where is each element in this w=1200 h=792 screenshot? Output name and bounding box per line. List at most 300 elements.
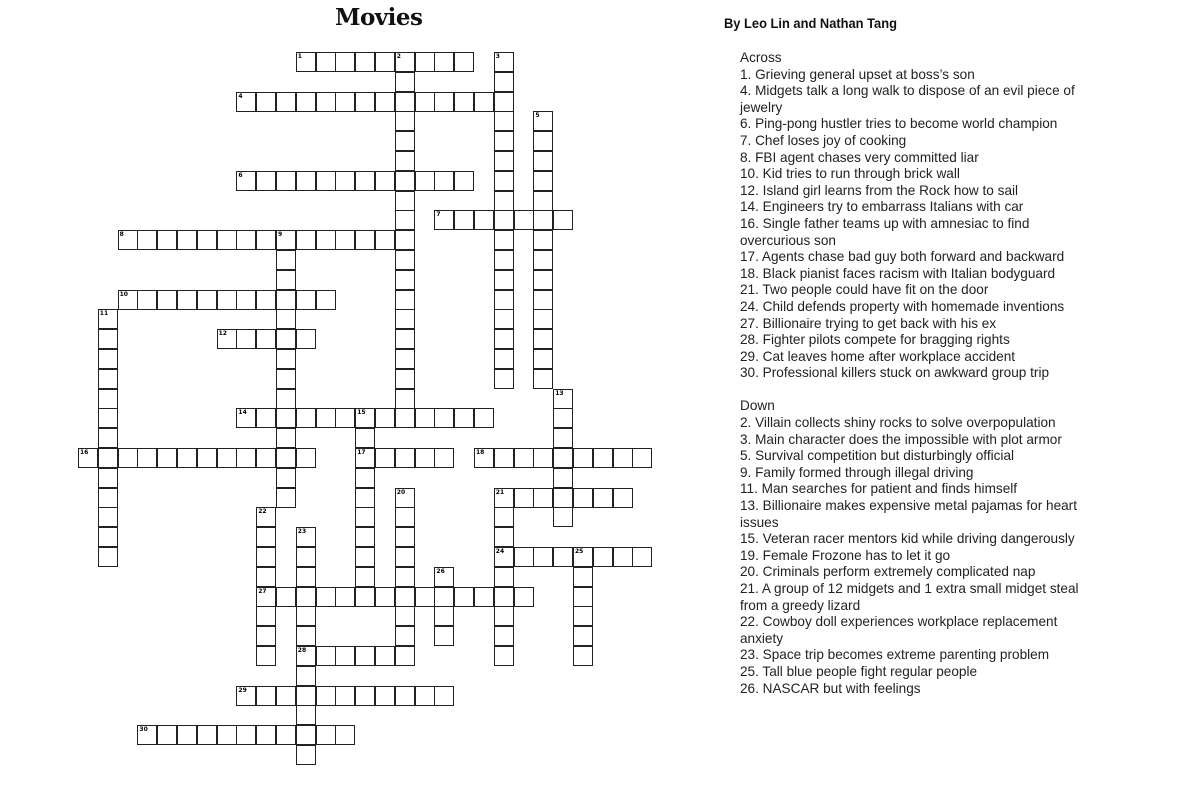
grid-cell[interactable]	[236, 408, 256, 428]
grid-cell[interactable]	[355, 547, 375, 567]
grid-cell[interactable]	[256, 329, 276, 349]
grid-cell[interactable]	[395, 111, 415, 131]
grid-cell[interactable]	[454, 408, 474, 428]
down-clue: 25. Tall blue people fight regular people	[740, 663, 978, 679]
grid-cell[interactable]	[533, 369, 553, 389]
grid-cell[interactable]	[494, 606, 514, 626]
grid-cell[interactable]	[434, 567, 454, 587]
grid-cell[interactable]	[454, 171, 474, 191]
cell-number: 5	[535, 112, 540, 120]
grid-cell[interactable]	[553, 428, 573, 448]
across-clue: 18. Black pianist faces racism with Italian bodyguard	[740, 265, 1056, 281]
grid-cell[interactable]	[296, 725, 316, 745]
grid-cell[interactable]	[395, 230, 415, 250]
grid-cell[interactable]	[256, 448, 276, 468]
grid-cell[interactable]	[375, 448, 395, 468]
grid-cell[interactable]	[553, 488, 573, 508]
grid-cell[interactable]	[533, 309, 553, 329]
grid-cell[interactable]	[494, 230, 514, 250]
grid-cell[interactable]	[236, 725, 256, 745]
grid-cell[interactable]	[296, 448, 316, 468]
cell-number: 13	[555, 389, 564, 397]
grid-cell[interactable]	[494, 646, 514, 666]
grid-cell[interactable]	[573, 626, 593, 646]
grid-cell[interactable]	[296, 230, 316, 250]
grid-cell[interactable]	[98, 349, 118, 369]
grid-cell[interactable]	[533, 151, 553, 171]
grid-cell[interactable]	[375, 92, 395, 112]
grid-cell[interactable]	[415, 408, 435, 428]
grid-cell[interactable]	[296, 171, 316, 191]
grid-cell[interactable]	[474, 587, 494, 607]
grid-cell[interactable]	[236, 448, 256, 468]
grid-cell[interactable]	[415, 171, 435, 191]
grid-cell[interactable]	[236, 686, 256, 706]
grid-cell[interactable]	[573, 567, 593, 587]
grid-cell[interactable]	[296, 745, 316, 765]
grid-cell[interactable]	[276, 725, 296, 745]
grid-cell[interactable]	[375, 171, 395, 191]
grid-cell[interactable]	[533, 131, 553, 151]
grid-cell[interactable]	[494, 567, 514, 587]
grid-cell[interactable]	[335, 646, 355, 666]
grid-cell[interactable]	[98, 369, 118, 389]
grid-cell[interactable]	[494, 52, 514, 72]
grid-cell[interactable]	[395, 646, 415, 666]
grid-cell[interactable]	[296, 567, 316, 587]
grid-cell[interactable]	[533, 290, 553, 310]
grid-cell[interactable]	[395, 151, 415, 171]
grid-cell[interactable]	[276, 448, 296, 468]
grid-cell[interactable]	[434, 587, 454, 607]
grid-cell[interactable]	[296, 705, 316, 725]
grid-cell[interactable]	[197, 725, 217, 745]
grid-cell[interactable]	[335, 725, 355, 745]
grid-cell[interactable]	[415, 686, 435, 706]
grid-cell[interactable]	[553, 389, 573, 409]
grid-cell[interactable]	[533, 448, 553, 468]
grid-cell[interactable]	[533, 329, 553, 349]
grid-cell[interactable]	[395, 507, 415, 527]
grid-cell[interactable]	[355, 507, 375, 527]
grid-cell[interactable]	[256, 92, 276, 112]
grid-cell[interactable]	[355, 92, 375, 112]
grid-cell[interactable]	[276, 587, 296, 607]
cell-number: 26	[436, 567, 445, 575]
grid-cell[interactable]	[276, 270, 296, 290]
grid-cell[interactable]	[434, 92, 454, 112]
grid-cell[interactable]	[494, 270, 514, 290]
grid-cell[interactable]	[573, 587, 593, 607]
grid-cell[interactable]	[494, 309, 514, 329]
grid-cell[interactable]	[514, 210, 534, 230]
grid-cell[interactable]	[593, 547, 613, 567]
grid-cell[interactable]	[256, 290, 276, 310]
grid-cell[interactable]	[573, 448, 593, 468]
down-clue: 2. Villain collects shiny rocks to solve overpopulation	[740, 415, 1056, 431]
grid-cell[interactable]	[316, 408, 336, 428]
grid-cell[interactable]	[355, 171, 375, 191]
grid-cell[interactable]	[434, 448, 454, 468]
grid-cell[interactable]	[276, 171, 296, 191]
grid-cell[interactable]	[296, 606, 316, 626]
grid-cell[interactable]	[533, 171, 553, 191]
grid-cell[interactable]	[316, 646, 336, 666]
grid-cell[interactable]	[98, 488, 118, 508]
grid-cell[interactable]	[395, 72, 415, 92]
grid-cell[interactable]	[296, 527, 316, 547]
grid-cell[interactable]	[533, 270, 553, 290]
grid-cell[interactable]	[98, 527, 118, 547]
grid-cell[interactable]	[514, 488, 534, 508]
grid-cell[interactable]	[256, 646, 276, 666]
grid-cell[interactable]	[276, 369, 296, 389]
grid-cell[interactable]	[494, 507, 514, 527]
grid-cell[interactable]	[355, 488, 375, 508]
grid-cell[interactable]	[177, 230, 197, 250]
grid-cell[interactable]	[118, 448, 138, 468]
grid-cell[interactable]	[514, 547, 534, 567]
across-clue: 8. FBI agent chases very committed liar	[740, 149, 979, 165]
grid-cell[interactable]	[395, 191, 415, 211]
cell-number: 24	[495, 548, 505, 555]
grid-cell[interactable]	[316, 686, 336, 706]
grid-cell[interactable]	[395, 270, 415, 290]
grid-cell[interactable]	[335, 92, 355, 112]
grid-cell[interactable]	[434, 606, 454, 626]
grid-cell[interactable]	[316, 171, 336, 191]
grid-cell[interactable]	[454, 52, 474, 72]
grid-cell[interactable]	[98, 329, 118, 349]
grid-cell[interactable]	[613, 547, 633, 567]
cell-number: 1	[297, 53, 302, 60]
grid-cell[interactable]	[533, 547, 553, 567]
grid-cell[interactable]	[494, 527, 514, 547]
grid-cell[interactable]	[533, 488, 553, 508]
grid-cell[interactable]	[613, 448, 633, 468]
cell-number: 3	[495, 53, 500, 60]
grid-cell[interactable]	[474, 210, 494, 230]
grid-cell[interactable]	[375, 230, 395, 250]
grid-cell[interactable]	[395, 626, 415, 646]
grid-cell[interactable]	[514, 587, 534, 607]
grid-cell[interactable]	[415, 448, 435, 468]
grid-cell[interactable]	[395, 389, 415, 409]
grid-cell[interactable]	[236, 92, 256, 112]
grid-cell[interactable]	[613, 488, 633, 508]
grid-cell[interactable]	[316, 92, 336, 112]
grid-cell[interactable]	[137, 725, 157, 745]
grid-cell[interactable]	[355, 686, 375, 706]
grid-cell[interactable]	[434, 210, 454, 230]
grid-cell[interactable]	[395, 171, 415, 191]
grid-cell[interactable]	[395, 131, 415, 151]
grid-cell[interactable]	[118, 290, 138, 310]
grid-cell[interactable]	[98, 448, 118, 468]
grid-cell[interactable]	[256, 725, 276, 745]
grid-cell[interactable]	[434, 626, 454, 646]
grid-cell[interactable]	[395, 606, 415, 626]
grid-cell[interactable]	[236, 329, 256, 349]
grid-cell[interactable]	[533, 250, 553, 270]
grid-cell[interactable]	[553, 448, 573, 468]
grid-cell[interactable]	[296, 92, 316, 112]
down-clue: 26. NASCAR but with feelings	[740, 680, 921, 696]
grid-cell[interactable]	[276, 349, 296, 369]
grid-cell[interactable]	[533, 191, 553, 211]
grid-cell[interactable]	[355, 646, 375, 666]
grid-cell[interactable]	[98, 309, 118, 329]
grid-cell[interactable]	[573, 606, 593, 626]
grid-cell[interactable]	[395, 547, 415, 567]
grid-cell[interactable]	[395, 567, 415, 587]
grid-cell[interactable]	[256, 587, 276, 607]
across-clue: 21. Two people could have fit on the door	[740, 282, 989, 298]
grid-cell[interactable]	[256, 230, 276, 250]
grid-cell[interactable]	[395, 448, 415, 468]
down-clue: 23. Space trip becomes extreme parenting problem	[740, 647, 1050, 663]
grid-cell[interactable]	[217, 329, 237, 349]
grid-cell[interactable]	[276, 250, 296, 270]
grid-cell[interactable]	[276, 488, 296, 508]
grid-cell[interactable]	[276, 389, 296, 409]
grid-cell[interactable]	[98, 507, 118, 527]
grid-cell[interactable]	[217, 448, 237, 468]
grid-cell[interactable]	[494, 131, 514, 151]
down-clue: 21. A group of 12 midgets and 1 extra small midget steal from a greedy lizard	[740, 581, 1079, 613]
grid-cell[interactable]	[256, 527, 276, 547]
grid-cell[interactable]	[533, 349, 553, 369]
grid-cell[interactable]	[296, 408, 316, 428]
grid-cell[interactable]	[296, 290, 316, 310]
grid-cell[interactable]	[256, 408, 276, 428]
grid-cell[interactable]	[276, 686, 296, 706]
grid-cell[interactable]	[395, 408, 415, 428]
grid-cell[interactable]	[514, 448, 534, 468]
grid-cell[interactable]	[236, 171, 256, 191]
across-clue-list	[740, 67, 1085, 382]
grid-cell[interactable]	[494, 151, 514, 171]
grid-cell[interactable]	[395, 369, 415, 389]
grid-cell[interactable]	[395, 329, 415, 349]
clues-panel	[740, 50, 1085, 697]
grid-cell[interactable]	[494, 290, 514, 310]
grid-cell[interactable]	[355, 428, 375, 448]
grid-cell[interactable]	[335, 171, 355, 191]
grid-cell[interactable]	[177, 290, 197, 310]
grid-cell[interactable]	[256, 606, 276, 626]
grid-cell[interactable]	[256, 507, 276, 527]
grid-cell[interactable]	[395, 527, 415, 547]
grid-cell[interactable]	[494, 626, 514, 646]
grid-cell[interactable]	[296, 686, 316, 706]
grid-cell[interactable]	[395, 686, 415, 706]
grid-cell[interactable]	[276, 230, 296, 250]
grid-cell[interactable]	[395, 250, 415, 270]
grid-cell[interactable]	[256, 547, 276, 567]
grid-cell[interactable]	[415, 52, 435, 72]
grid-cell[interactable]	[553, 507, 573, 527]
grid-cell[interactable]	[533, 111, 553, 131]
grid-cell[interactable]	[197, 290, 217, 310]
grid-cell[interactable]	[335, 408, 355, 428]
grid-cell[interactable]	[276, 329, 296, 349]
grid-cell[interactable]	[494, 369, 514, 389]
grid-cell[interactable]	[355, 587, 375, 607]
grid-cell[interactable]	[276, 290, 296, 310]
grid-cell[interactable]	[632, 547, 652, 567]
grid-cell[interactable]	[256, 567, 276, 587]
grid-cell[interactable]	[335, 587, 355, 607]
grid-cell[interactable]	[177, 725, 197, 745]
grid-cell[interactable]	[217, 725, 237, 745]
grid-cell[interactable]	[355, 527, 375, 547]
grid-cell[interactable]	[553, 408, 573, 428]
grid-cell[interactable]	[355, 567, 375, 587]
grid-cell[interactable]	[197, 230, 217, 250]
grid-cell[interactable]	[494, 111, 514, 131]
grid-cell[interactable]	[157, 725, 177, 745]
grid-cell[interactable]	[335, 230, 355, 250]
grid-cell[interactable]	[276, 92, 296, 112]
grid-cell[interactable]	[474, 92, 494, 112]
grid-cell[interactable]	[375, 52, 395, 72]
grid-cell[interactable]	[494, 448, 514, 468]
grid-cell[interactable]	[494, 349, 514, 369]
grid-cell[interactable]	[335, 52, 355, 72]
grid-cell[interactable]	[395, 52, 415, 72]
grid-cell[interactable]	[316, 290, 336, 310]
grid-cell[interactable]	[474, 408, 494, 428]
grid-cell[interactable]	[137, 230, 157, 250]
grid-cell[interactable]	[316, 587, 336, 607]
grid-cell[interactable]	[454, 210, 474, 230]
grid-cell[interactable]	[256, 626, 276, 646]
grid-cell[interactable]	[454, 92, 474, 112]
grid-cell[interactable]	[157, 448, 177, 468]
grid-cell[interactable]	[395, 587, 415, 607]
grid-cell[interactable]	[395, 92, 415, 112]
grid-cell[interactable]	[276, 408, 296, 428]
grid-cell[interactable]	[454, 587, 474, 607]
grid-cell[interactable]	[177, 448, 197, 468]
grid-cell[interactable]	[335, 686, 355, 706]
grid-cell[interactable]	[494, 250, 514, 270]
grid-cell[interactable]	[415, 587, 435, 607]
grid-cell[interactable]	[236, 230, 256, 250]
grid-cell[interactable]	[395, 349, 415, 369]
grid-cell[interactable]	[276, 428, 296, 448]
grid-cell[interactable]	[494, 210, 514, 230]
grid-cell[interactable]	[276, 309, 296, 329]
grid-cell[interactable]	[157, 290, 177, 310]
grid-cell[interactable]	[593, 488, 613, 508]
grid-cell[interactable]	[98, 547, 118, 567]
grid-cell[interactable]	[434, 52, 454, 72]
grid-cell[interactable]	[395, 309, 415, 329]
grid-cell[interactable]	[217, 230, 237, 250]
grid-cell[interactable]	[296, 587, 316, 607]
grid-cell[interactable]	[355, 230, 375, 250]
grid-cell[interactable]	[157, 230, 177, 250]
grid-cell[interactable]	[494, 191, 514, 211]
grid-cell[interactable]	[355, 408, 375, 428]
grid-cell[interactable]	[632, 448, 652, 468]
grid-cell[interactable]	[296, 52, 316, 72]
grid-cell[interactable]	[316, 725, 336, 745]
grid-cell[interactable]	[553, 210, 573, 230]
grid-cell[interactable]	[375, 587, 395, 607]
grid-cell[interactable]	[375, 646, 395, 666]
grid-cell[interactable]	[78, 448, 98, 468]
grid-cell[interactable]	[395, 290, 415, 310]
grid-cell[interactable]	[494, 171, 514, 191]
across-clue: 10. Kid tries to run through brick wall	[740, 166, 960, 182]
grid-cell[interactable]	[256, 171, 276, 191]
grid-cell[interactable]	[256, 686, 276, 706]
grid-cell[interactable]	[355, 468, 375, 488]
grid-cell[interactable]	[98, 468, 118, 488]
grid-cell[interactable]	[474, 448, 494, 468]
grid-cell[interactable]	[593, 448, 613, 468]
grid-cell[interactable]	[573, 488, 593, 508]
grid-cell[interactable]	[375, 686, 395, 706]
grid-cell[interactable]	[395, 488, 415, 508]
grid-cell[interactable]	[98, 408, 118, 428]
grid-cell[interactable]	[316, 230, 336, 250]
grid-cell[interactable]	[296, 626, 316, 646]
grid-cell[interactable]	[533, 230, 553, 250]
grid-cell[interactable]	[573, 646, 593, 666]
grid-cell[interactable]	[415, 92, 435, 112]
grid-cell[interactable]	[355, 52, 375, 72]
grid-cell[interactable]	[434, 408, 454, 428]
grid-cell[interactable]	[296, 547, 316, 567]
grid-cell[interactable]	[494, 587, 514, 607]
grid-cell[interactable]	[197, 448, 217, 468]
grid-cell[interactable]	[137, 290, 157, 310]
grid-cell[interactable]	[494, 72, 514, 92]
grid-cell[interactable]	[375, 408, 395, 428]
grid-cell[interactable]	[553, 547, 573, 567]
cell-number: 22	[258, 508, 267, 516]
grid-cell[interactable]	[98, 389, 118, 409]
grid-cell[interactable]	[395, 210, 415, 230]
grid-cell[interactable]	[118, 230, 138, 250]
grid-cell[interactable]	[98, 428, 118, 448]
grid-cell[interactable]	[553, 468, 573, 488]
grid-cell[interactable]	[296, 666, 316, 686]
grid-cell[interactable]	[296, 329, 316, 349]
grid-cell[interactable]	[494, 488, 514, 508]
grid-cell[interactable]	[137, 448, 157, 468]
grid-cell[interactable]	[236, 290, 256, 310]
grid-cell[interactable]	[276, 468, 296, 488]
grid-cell[interactable]	[355, 448, 375, 468]
grid-cell[interactable]	[494, 92, 514, 112]
grid-cell[interactable]	[494, 547, 514, 567]
grid-cell[interactable]	[217, 290, 237, 310]
grid-cell[interactable]	[573, 547, 593, 567]
across-clue: 24. Child defends property with homemade inventions	[740, 298, 1065, 314]
grid-cell[interactable]	[434, 686, 454, 706]
grid-cell[interactable]	[494, 329, 514, 349]
down-clue: 3. Main character does the impossible with plot armor	[740, 431, 1062, 447]
grid-cell[interactable]	[316, 52, 336, 72]
grid-cell[interactable]	[296, 646, 316, 666]
grid-cell[interactable]	[434, 171, 454, 191]
grid-cell[interactable]	[533, 210, 553, 230]
